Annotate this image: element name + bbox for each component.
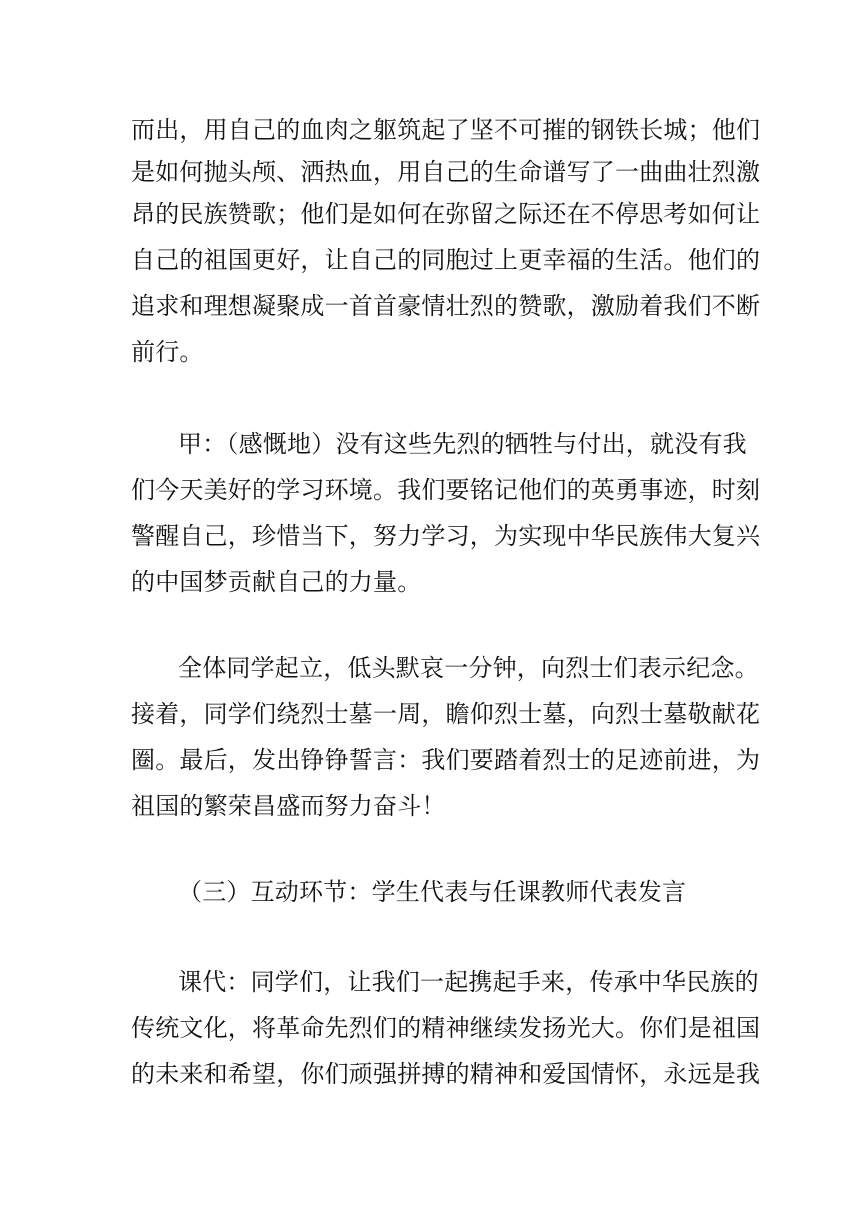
paragraph-3-line: 接着，同学们绕烈士墓一周，瞻仰烈士墓，向烈士墓敬献花 <box>131 700 761 728</box>
paragraph-1-line: 追求和理想凝聚成一首首豪情壮烈的赞歌，激励着我们不断 <box>131 292 761 320</box>
paragraph-2-line: 警醒自己，珍惜当下，努力学习，为实现中华民族伟大复兴 <box>131 522 761 550</box>
paragraph-2-line: 们今天美好的学习环境。我们要铭记他们的英勇事迹，时刻 <box>131 476 761 504</box>
paragraph-3-line: 全体同学起立，低头默哀一分钟，向烈士们表示纪念。 <box>178 654 759 682</box>
paragraph-1-line: 自己的祖国更好，让自己的同胞过上更幸福的生活。他们的 <box>131 246 761 274</box>
paragraph-1-line: 昂的民族赞歌；他们是如何在弥留之际还在不停思考如何让 <box>131 200 761 228</box>
paragraph-2-line: 甲：（感慨地）没有这些先烈的牺牲与付出，就没有我 <box>178 430 747 458</box>
paragraph-1-line: 前行。 <box>131 338 204 366</box>
paragraph-3-line: 祖国的繁荣昌盛而努力奋斗！ <box>131 792 446 820</box>
paragraph-4-line: 课代：同学们，让我们一起携起手来，传承中华民族的 <box>178 968 759 996</box>
section-heading: （三）互动环节：学生代表与任课教师代表发言 <box>178 878 687 906</box>
paragraph-1-line: 而出，用自己的血肉之躯筑起了坚不可摧的钢铁长城；他们 <box>131 116 761 144</box>
paragraph-4-line: 的未来和希望，你们顽强拼搏的精神和爱国情怀，永远是我 <box>131 1060 761 1088</box>
paragraph-2-line: 的中国梦贡献自己的力量。 <box>131 568 422 596</box>
paragraph-3-line: 圈。最后，发出铮铮誓言：我们要踏着烈士的足迹前进，为 <box>131 746 761 774</box>
paragraph-4-line: 传统文化，将革命先烈们的精神继续发扬光大。你们是祖国 <box>131 1014 761 1042</box>
paragraph-1-line: 是如何抛头颅、洒热血，用自己的生命谱写了一曲曲壮烈激 <box>131 158 761 186</box>
